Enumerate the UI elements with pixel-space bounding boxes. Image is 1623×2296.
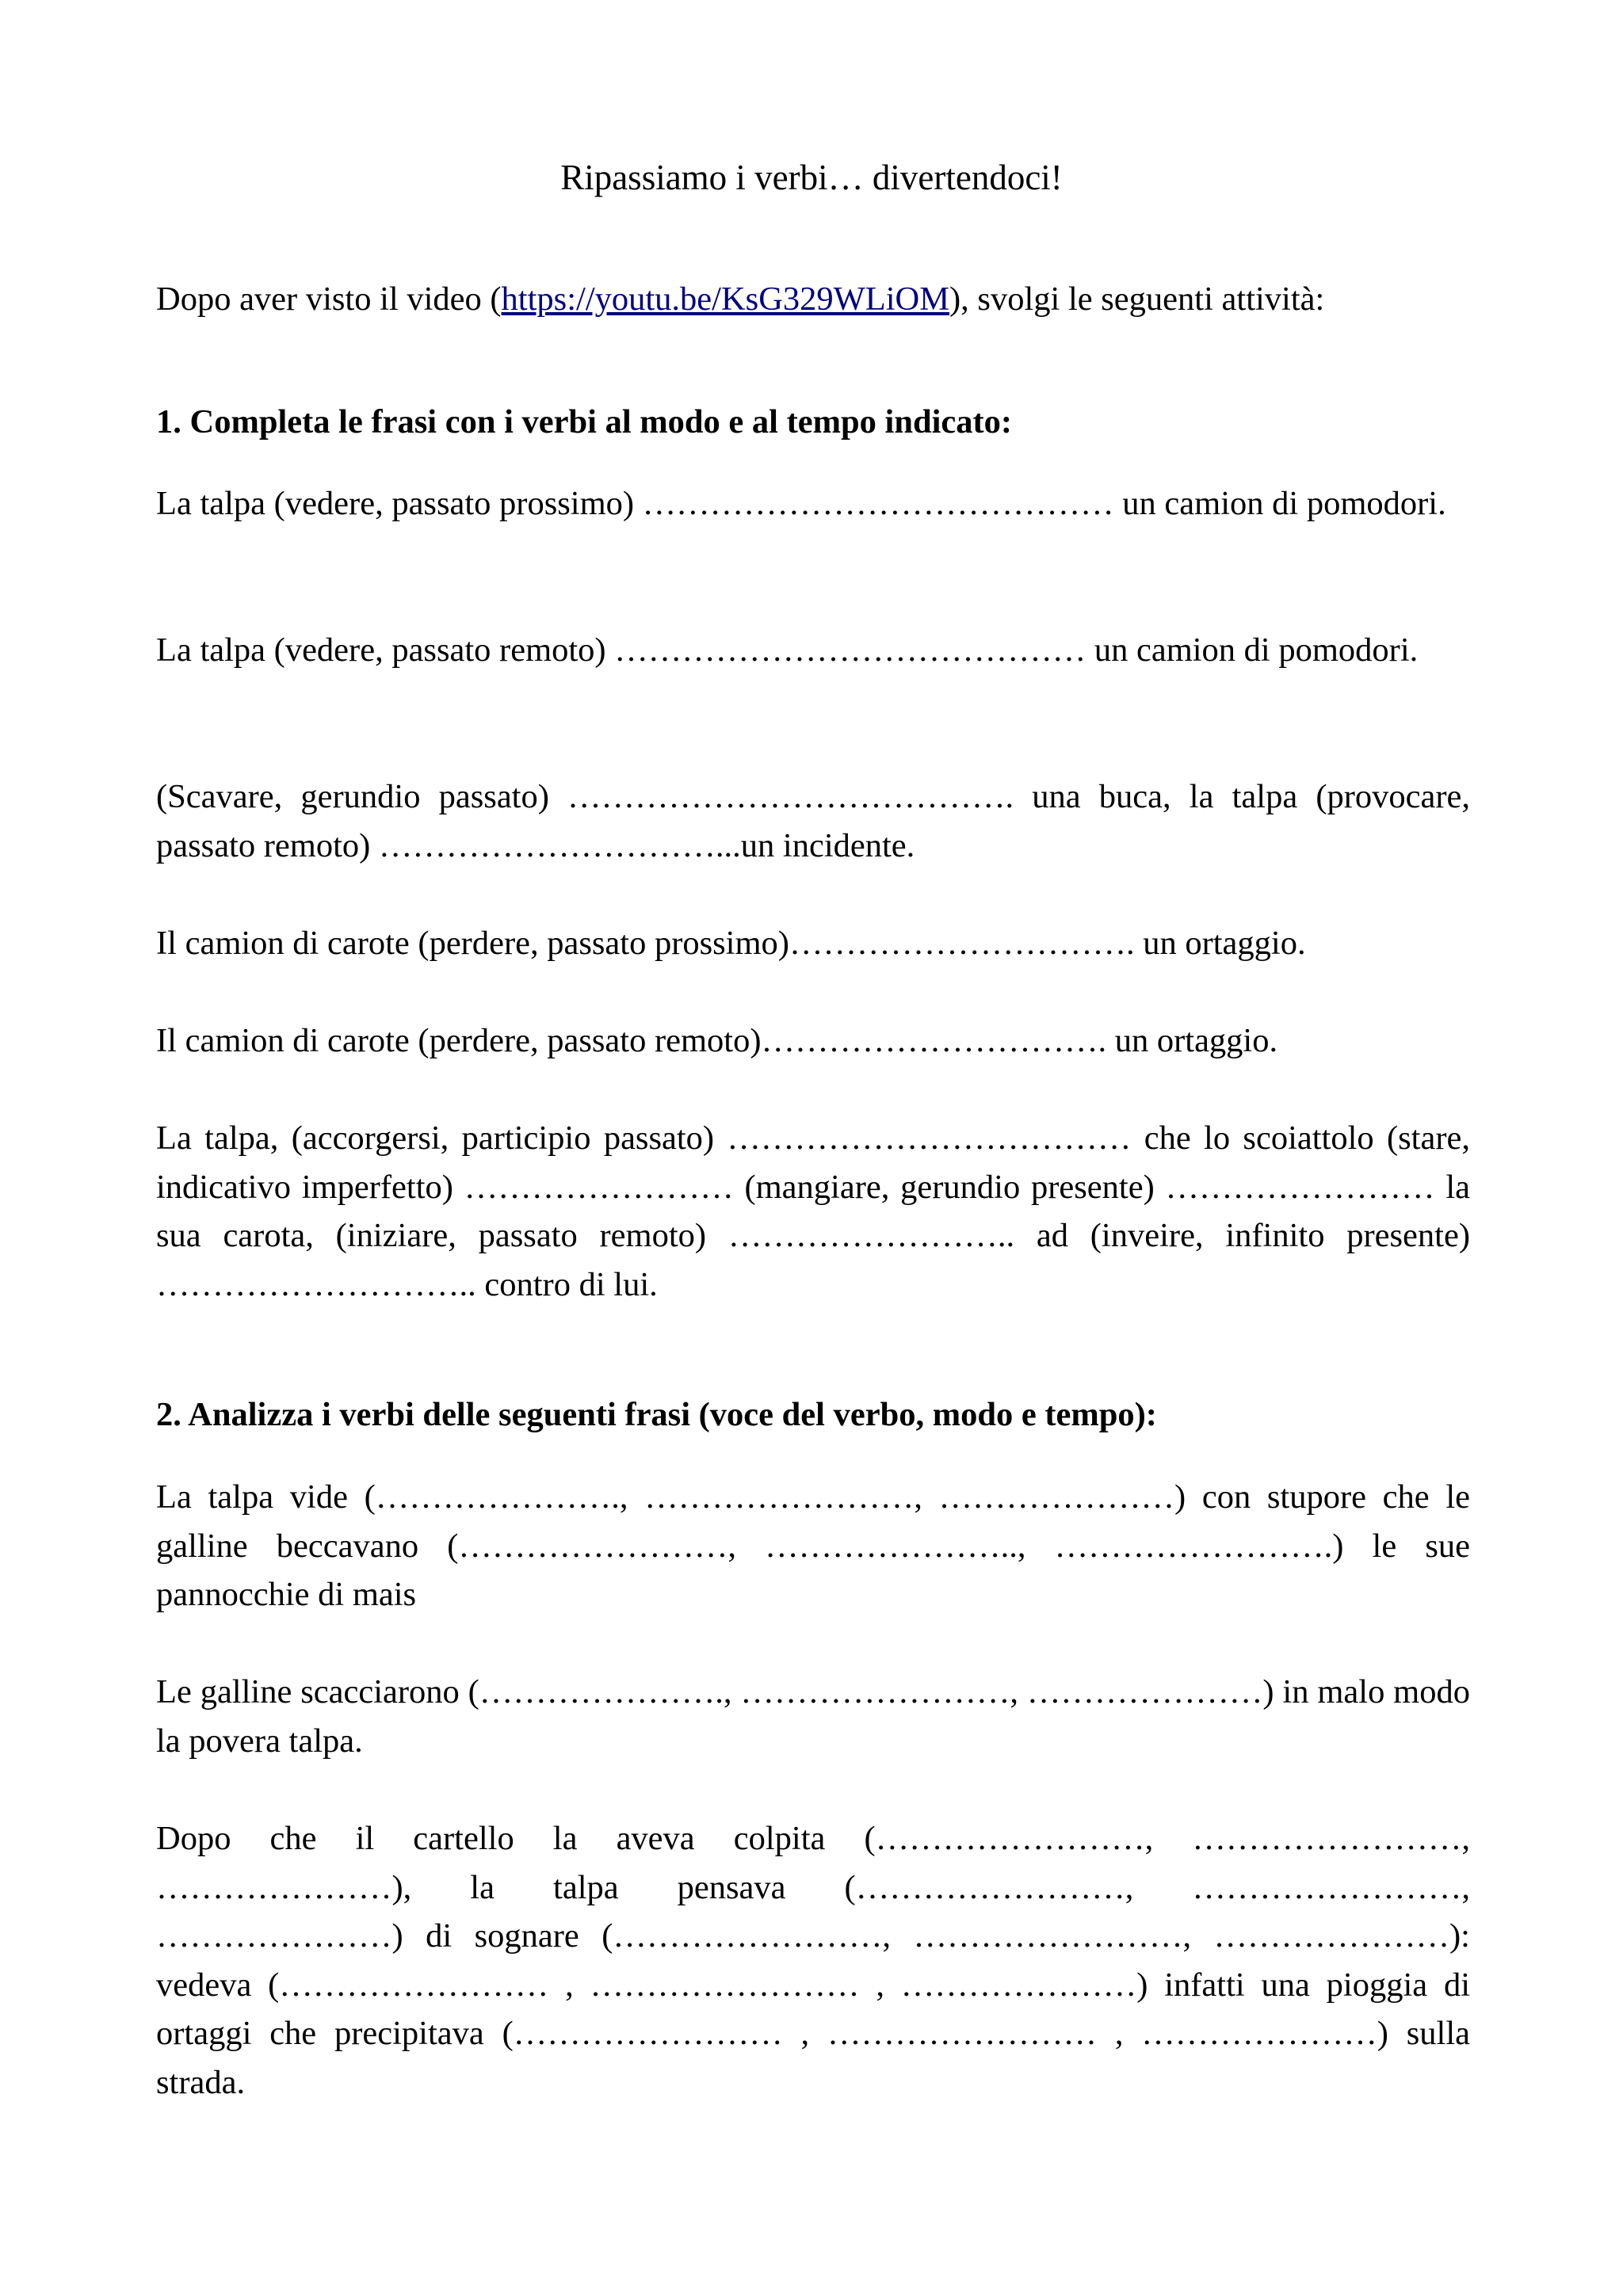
section-1-heading: 1. Completa le frasi con i verbi al modo e al tempo indicato: — [156, 403, 1013, 441]
sentence-text: La talpa (vedere, passato remoto) …………………………………… un camion di pomodori. — [156, 631, 1419, 669]
exercise-1-sentence-6 — [156, 1114, 1470, 1309]
intro-paragraph — [156, 275, 1470, 324]
exercise-1-sentence-3 — [156, 772, 1470, 870]
sentence-text: La talpa, (accorgersi, participio passato) ……………………………… che lo scoiattolo (stare, indicativo imperfetto) …………………… (mangiare, gerundio presente) …………………… la sua carota, (iniziare, passato remoto) …………………….. ad (inveire, infinito presente) ……………………….. contro di lui. — [156, 1119, 1470, 1303]
intro-text-before: Dopo aver visto il video ( — [156, 280, 502, 318]
exercise-2-sentence-3 — [156, 1814, 1470, 2107]
sentence-text: Il camion di carote (perdere, passato prossimo)…………………………. un ortaggio. — [156, 925, 1306, 962]
page-title: Ripassiamo i verbi… divertendoci! — [560, 158, 1063, 197]
video-link[interactable]: https://youtu.be/KsG329WLiOM — [501, 280, 950, 318]
sentence-text: (Scavare, gerundio passato) …………………………………. una buca, la talpa (provocare, passato remoto) …………………………...un incidente. — [156, 778, 1470, 864]
exercise-1-sentence-5 — [156, 1016, 1470, 1066]
sentence-text: La talpa vide (…………………., ……………………, …………………) con stupore che le galline beccavano (……………………, ………………….., …………………….) le sue pannocchie di mais — [156, 1478, 1470, 1613]
exercise-1-sentence-2 — [156, 626, 1470, 675]
sentence-text: Dopo che il cartello la aveva colpita (……………………, ……………………, …………………), la talpa pensava (……………………, ……………………, …………………) di sognare (……………………, ……………………, …………………): vedeva (…………………… , …………………… , …………………) infatti una pioggia di ortaggi che precipitava (…………………… , …………………… , …………………) sulla strada. — [156, 1820, 1470, 2101]
exercise-2-sentence-1 — [156, 1473, 1470, 1619]
exercise-1-sentence-1 — [156, 479, 1470, 528]
intro-text-after: ), svolgi le seguenti attività: — [949, 280, 1325, 318]
exercise-2-sentence-2 — [156, 1668, 1470, 1765]
sentence-text: La talpa (vedere, passato prossimo) …………………………………… un camion di pomodori. — [156, 485, 1446, 522]
sentence-text: Il camion di carote (perdere, passato remoto)…………………………. un ortaggio. — [156, 1022, 1278, 1059]
sentence-text: Le galline scacciarono (…………………., ……………………, …………………) in malo modo la povera talpa. — [156, 1673, 1470, 1760]
section-2-heading: 2. Analizza i verbi delle seguenti frasi (voce del verbo, modo e tempo): — [156, 1396, 1157, 1433]
exercise-1-sentence-4 — [156, 919, 1470, 968]
